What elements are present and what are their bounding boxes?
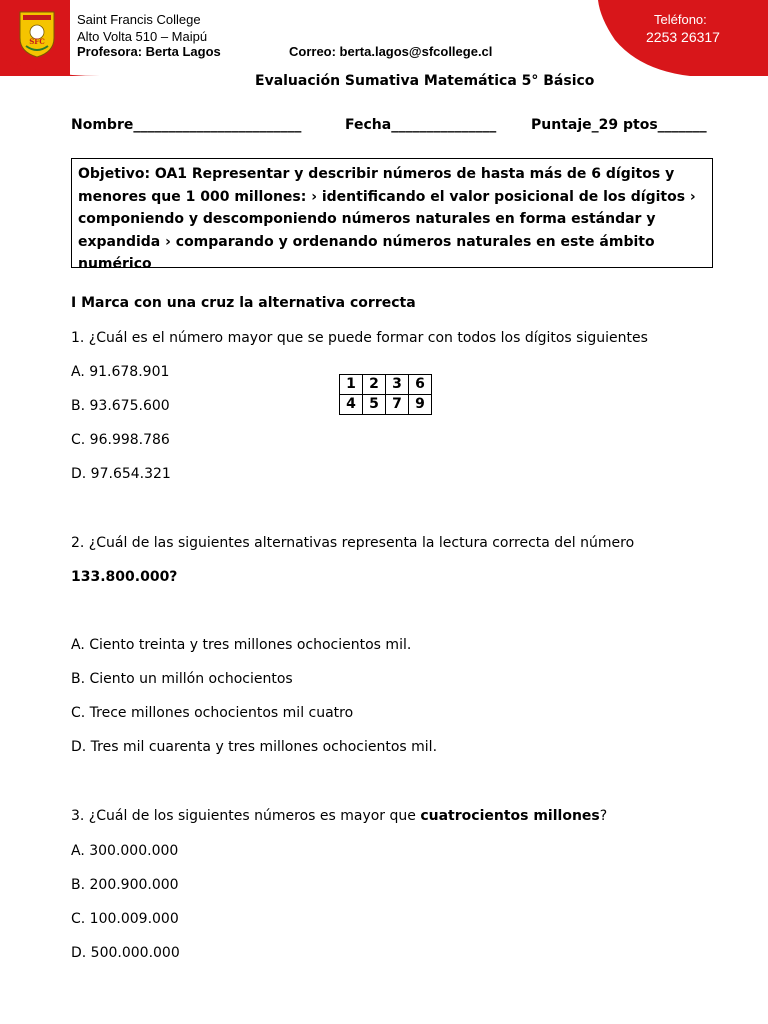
q2-option-b[interactable]: B. Ciento un millón ochocientos (71, 671, 293, 687)
logo-text: SFC (29, 37, 45, 46)
score-field: Puntaje_29 ptos_______ (531, 117, 707, 133)
objective-box (71, 158, 713, 272)
q1-option-a[interactable]: A. 91.678.901 (71, 364, 170, 380)
question-3 (71, 808, 607, 824)
digit-cell: 5 (363, 395, 386, 415)
question-3-bold: cuatrocientos millones (420, 808, 600, 824)
question-3-suffix: ? (599, 808, 608, 824)
question-3-prefix: 3. ¿Cuál de los siguientes números es mayor que (71, 808, 421, 824)
digits-table (339, 374, 432, 415)
q1-option-c[interactable]: C. 96.998.786 (71, 432, 170, 448)
digit-cell: 6 (409, 375, 432, 395)
objective-text: Objetivo: OA1 Representar y describir números de hasta más de 6 dígitos y menores que 1 000 millones: › identificando el valor posicional de los dígitos › componiendo y descomponiendo números naturales en forma estándar y expandida › comparando y ordenando números naturales en este ámbito numérico (78, 166, 696, 272)
q2-option-c[interactable]: C. Trece millones ochocientos mil cuatro (71, 705, 354, 721)
digit-cell: 1 (340, 375, 363, 395)
question-1: 1. ¿Cuál es el número mayor que se puede formar con todos los dígitos siguientes (71, 330, 648, 346)
name-field[interactable]: Nombre________________________ (71, 117, 302, 133)
digit-cell: 2 (363, 375, 386, 395)
digit-cell: 4 (340, 395, 363, 415)
date-field[interactable]: Fecha_______________ (345, 117, 497, 133)
q1-option-b[interactable]: B. 93.675.600 (71, 398, 170, 414)
q2-option-a[interactable]: A. Ciento treinta y tres millones ochocientos mil. (71, 637, 412, 653)
q3-option-c[interactable]: C. 100.009.000 (71, 911, 179, 927)
teacher-email: Correo: berta.lagos@sfcollege.cl (289, 44, 493, 59)
section-title: I Marca con una cruz la alternativa correcta (71, 295, 416, 311)
digits-row (340, 375, 432, 395)
q2-option-d[interactable]: D. Tres mil cuarenta y tres millones ochocientos mil. (71, 739, 438, 755)
school-name: Saint Francis College (77, 12, 201, 27)
school-address: Alto Volta 510 – Maipú (77, 29, 208, 44)
q3-option-d[interactable]: D. 500.000.000 (71, 945, 180, 961)
phone-label: Teléfono: (654, 12, 707, 27)
digit-cell: 7 (386, 395, 409, 415)
school-logo (18, 10, 56, 58)
q1-option-d[interactable]: D. 97.654.321 (71, 466, 171, 482)
digit-cell: 3 (386, 375, 409, 395)
exam-title: Evaluación Sumativa Matemática 5° Básico (255, 73, 595, 89)
digits-row (340, 395, 432, 415)
phone-number: 2253 26317 (646, 29, 720, 45)
q3-option-a[interactable]: A. 300.000.000 (71, 843, 179, 859)
question-2-number: 133.800.000? (71, 569, 178, 585)
q3-option-b[interactable]: B. 200.900.000 (71, 877, 179, 893)
question-2: 2. ¿Cuál de las siguientes alternativas representa la lectura correcta del número (71, 535, 635, 551)
digit-cell: 9 (409, 395, 432, 415)
teacher-name: Profesora: Berta Lagos (77, 44, 221, 59)
